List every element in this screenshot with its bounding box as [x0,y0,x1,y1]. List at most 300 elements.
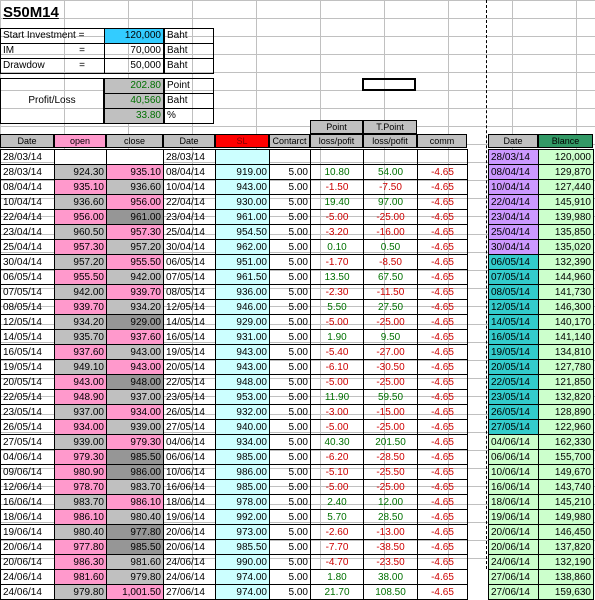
row-loss-profit[interactable]: -6.10 [311,360,364,375]
row-sl[interactable]: 931.00 [216,330,270,345]
row-date2[interactable]: 20/05/14 [164,360,216,375]
row-tpoint[interactable]: 12.00 [364,495,418,510]
row-date2[interactable]: 27/06/14 [164,585,216,600]
row-tpoint[interactable]: 28.50 [364,510,418,525]
row-open[interactable]: 939.70 [55,300,107,315]
row-close[interactable]: 943.00 [107,360,164,375]
row-tpoint[interactable]: -13.00 [364,525,418,540]
row-date2[interactable]: 04/06/14 [164,435,216,450]
row-comm[interactable]: -4.65 [418,465,468,480]
row-close[interactable]: 936.60 [107,180,164,195]
row-comm[interactable]: -4.65 [418,405,468,420]
row-open[interactable]: 937.60 [55,345,107,360]
row-date3[interactable]: 16/06/14 [489,480,539,495]
row-date3[interactable]: 20/06/14 [489,525,539,540]
row-date[interactable]: 25/04/14 [1,240,55,255]
row-contract[interactable]: 5.00 [270,555,311,570]
row-date2[interactable]: 19/05/14 [164,345,216,360]
row-comm[interactable]: -4.65 [418,315,468,330]
row-open[interactable]: 986.30 [55,555,107,570]
row-close[interactable]: 1,001.50 [107,585,164,600]
row-loss-profit[interactable]: -1.50 [311,180,364,195]
row-contract[interactable]: 5.00 [270,465,311,480]
row-comm[interactable]: -4.65 [418,480,468,495]
row-contract[interactable]: 5.00 [270,210,311,225]
row-contract[interactable]: 5.00 [270,585,311,600]
row-comm[interactable]: -4.65 [418,555,468,570]
row-date3[interactable]: 27/06/14 [489,570,539,585]
row-sl[interactable]: 974.00 [216,585,270,600]
row-date[interactable]: 30/04/14 [1,255,55,270]
row-close[interactable]: 961.00 [107,210,164,225]
row-date3[interactable]: 27/05/14 [489,420,539,435]
row-date2[interactable]: 23/05/14 [164,390,216,405]
row-contract[interactable]: 5.00 [270,300,311,315]
row-date3[interactable]: 19/05/14 [489,345,539,360]
row-comm[interactable]: -4.65 [418,180,468,195]
row-date3[interactable]: 14/05/14 [489,315,539,330]
row-comm[interactable]: -4.65 [418,570,468,585]
row-date[interactable]: 16/05/14 [1,345,55,360]
row-balance[interactable]: 141,140 [539,330,594,345]
row-comm[interactable]: -4.65 [418,495,468,510]
row-open[interactable]: 978.70 [55,480,107,495]
row-balance[interactable]: 145,910 [539,195,594,210]
profit-percent-value[interactable]: 33.80 [104,108,164,124]
row-loss-profit[interactable]: -1.70 [311,255,364,270]
row-contract[interactable]: 5.00 [270,270,311,285]
row-open[interactable]: 939.00 [55,435,107,450]
row-contract[interactable]: 5.00 [270,375,311,390]
row-date3[interactable]: 08/05/14 [489,285,539,300]
row-close[interactable]: 939.00 [107,420,164,435]
row-contract[interactable]: 5.00 [270,255,311,270]
row-open[interactable]: 948.90 [55,390,107,405]
row-open[interactable]: 957.20 [55,255,107,270]
row-close[interactable]: 985.50 [107,540,164,555]
row-comm[interactable]: -4.65 [418,360,468,375]
row-balance[interactable]: 135,020 [539,240,594,255]
row-loss-profit[interactable]: -5.10 [311,465,364,480]
row-open[interactable]: 934.20 [55,315,107,330]
row-date[interactable]: 10/04/14 [1,195,55,210]
row-tpoint[interactable]: 54.00 [364,165,418,180]
row-sl[interactable]: 948.00 [216,375,270,390]
row-open[interactable]: 934.00 [55,420,107,435]
row-close[interactable]: 942.00 [107,270,164,285]
row-date[interactable]: 20/05/14 [1,375,55,390]
row-date2[interactable]: 16/05/14 [164,330,216,345]
row-contract[interactable]: 5.00 [270,540,311,555]
row-tpoint[interactable]: 38.00 [364,570,418,585]
row-contract[interactable]: 5.00 [270,225,311,240]
row-sl[interactable]: 929.00 [216,315,270,330]
row-open[interactable]: 955.50 [55,270,107,285]
row-date2[interactable]: 12/05/14 [164,300,216,315]
row-loss-profit[interactable]: -5.00 [311,375,364,390]
row-date[interactable]: 24/06/14 [1,585,55,600]
start-investment-value[interactable]: 120,000 [104,28,164,44]
row-date2[interactable]: 28/03/14 [164,150,216,165]
row-tpoint[interactable]: -23.50 [364,555,418,570]
row-close[interactable]: 939.70 [107,285,164,300]
row-balance[interactable]: 129,870 [539,165,594,180]
row-date3[interactable]: 18/06/14 [489,495,539,510]
row-date2[interactable]: 24/06/14 [164,570,216,585]
row-date[interactable]: 12/05/14 [1,315,55,330]
row-date3[interactable]: 25/04/14 [489,225,539,240]
row-date3[interactable]: 26/05/14 [489,405,539,420]
row-date3[interactable]: 06/06/14 [489,450,539,465]
row-open[interactable]: 937.00 [55,405,107,420]
row-contract[interactable]: 5.00 [270,420,311,435]
row-open[interactable]: 957.30 [55,240,107,255]
row-sl[interactable]: 943.00 [216,180,270,195]
row-comm[interactable] [418,150,468,165]
row-sl[interactable]: 946.00 [216,300,270,315]
row-close[interactable] [107,150,164,165]
profit-baht-value[interactable]: 40,560 [104,93,164,109]
row-loss-profit[interactable]: 5.70 [311,510,364,525]
row-tpoint[interactable]: 0.50 [364,240,418,255]
row-date[interactable]: 20/06/14 [1,555,55,570]
row-tpoint[interactable]: -25.50 [364,465,418,480]
row-balance[interactable]: 135,850 [539,225,594,240]
row-loss-profit[interactable]: -4.70 [311,555,364,570]
row-date[interactable]: 28/03/14 [1,150,55,165]
row-date[interactable]: 23/05/14 [1,405,55,420]
row-open[interactable]: 960.50 [55,225,107,240]
row-sl[interactable]: 985.00 [216,450,270,465]
row-date2[interactable]: 22/05/14 [164,375,216,390]
row-balance[interactable]: 149,980 [539,510,594,525]
row-sl[interactable]: 992.00 [216,510,270,525]
row-close[interactable]: 955.50 [107,255,164,270]
row-close[interactable]: 929.00 [107,315,164,330]
row-close[interactable]: 979.80 [107,570,164,585]
row-contract[interactable]: 5.00 [270,390,311,405]
row-contract[interactable]: 5.00 [270,450,311,465]
row-contract[interactable]: 5.00 [270,165,311,180]
row-open[interactable]: 981.60 [55,570,107,585]
row-sl[interactable]: 930.00 [216,195,270,210]
selected-cell[interactable] [362,78,416,91]
row-open[interactable]: 986.10 [55,510,107,525]
row-date[interactable]: 18/06/14 [1,510,55,525]
row-tpoint[interactable]: 59.50 [364,390,418,405]
row-tpoint[interactable]: -25.00 [364,480,418,495]
row-tpoint[interactable]: -16.00 [364,225,418,240]
row-loss-profit[interactable]: -5.00 [311,420,364,435]
row-close[interactable]: 934.20 [107,300,164,315]
row-sl[interactable]: 961.00 [216,210,270,225]
row-close[interactable]: 979.30 [107,435,164,450]
row-close[interactable]: 935.10 [107,165,164,180]
profit-points-value[interactable]: 202.80 [104,78,164,94]
row-date2[interactable]: 06/05/14 [164,255,216,270]
row-date[interactable]: 07/05/14 [1,285,55,300]
row-contract[interactable] [270,150,311,165]
row-date3[interactable]: 23/04/14 [489,210,539,225]
row-comm[interactable]: -4.65 [418,375,468,390]
row-date2[interactable]: 20/06/14 [164,540,216,555]
row-date2[interactable]: 19/06/14 [164,510,216,525]
row-balance[interactable]: 155,700 [539,450,594,465]
row-date[interactable]: 16/06/14 [1,495,55,510]
row-date2[interactable]: 27/05/14 [164,420,216,435]
row-date[interactable]: 04/06/14 [1,450,55,465]
row-date3[interactable]: 23/05/14 [489,390,539,405]
row-close[interactable]: 977.80 [107,525,164,540]
row-date2[interactable]: 23/04/14 [164,210,216,225]
row-contract[interactable]: 5.00 [270,180,311,195]
row-sl[interactable]: 954.50 [216,225,270,240]
row-balance[interactable]: 139,980 [539,210,594,225]
row-loss-profit[interactable]: -2.30 [311,285,364,300]
row-date[interactable]: 06/05/14 [1,270,55,285]
row-loss-profit[interactable]: -6.20 [311,450,364,465]
row-date2[interactable]: 10/04/14 [164,180,216,195]
row-date2[interactable]: 26/05/14 [164,405,216,420]
row-sl[interactable]: 932.00 [216,405,270,420]
row-close[interactable]: 980.40 [107,510,164,525]
row-comm[interactable]: -4.65 [418,270,468,285]
row-loss-profit[interactable]: 19.40 [311,195,364,210]
row-balance[interactable]: 127,780 [539,360,594,375]
row-balance[interactable]: 140,170 [539,315,594,330]
row-close[interactable]: 934.00 [107,405,164,420]
row-loss-profit[interactable]: 0.10 [311,240,364,255]
row-open[interactable] [55,150,107,165]
row-date3[interactable]: 07/05/14 [489,270,539,285]
row-comm[interactable]: -4.65 [418,450,468,465]
row-balance[interactable]: 137,820 [539,540,594,555]
row-sl[interactable]: 973.00 [216,525,270,540]
row-tpoint[interactable]: -38.50 [364,540,418,555]
row-date[interactable]: 09/06/14 [1,465,55,480]
row-contract[interactable]: 5.00 [270,480,311,495]
row-comm[interactable]: -4.65 [418,420,468,435]
row-close[interactable]: 986.00 [107,465,164,480]
row-date2[interactable]: 22/04/14 [164,195,216,210]
row-date3[interactable]: 16/05/14 [489,330,539,345]
row-balance[interactable]: 146,450 [539,525,594,540]
row-date[interactable]: 14/05/14 [1,330,55,345]
row-contract[interactable]: 5.00 [270,405,311,420]
row-sl[interactable]: 986.00 [216,465,270,480]
row-tpoint[interactable]: 67.50 [364,270,418,285]
row-tpoint[interactable]: -25.00 [364,375,418,390]
row-close[interactable]: 937.00 [107,390,164,405]
row-balance[interactable]: 145,210 [539,495,594,510]
row-date3[interactable]: 10/06/14 [489,465,539,480]
row-comm[interactable]: -4.65 [418,285,468,300]
row-open[interactable]: 942.00 [55,285,107,300]
row-tpoint[interactable] [364,150,418,165]
row-open[interactable]: 980.90 [55,465,107,480]
row-date2[interactable]: 25/04/14 [164,225,216,240]
row-sl[interactable]: 943.00 [216,360,270,375]
row-sl[interactable]: 953.00 [216,390,270,405]
row-open[interactable]: 979.30 [55,450,107,465]
row-date2[interactable]: 16/06/14 [164,480,216,495]
row-loss-profit[interactable]: 1.80 [311,570,364,585]
row-date3[interactable]: 12/05/14 [489,300,539,315]
row-date[interactable]: 19/05/14 [1,360,55,375]
row-tpoint[interactable]: -25.00 [364,210,418,225]
row-sl[interactable]: 985.00 [216,480,270,495]
row-balance[interactable]: 132,820 [539,390,594,405]
row-close[interactable]: 981.60 [107,555,164,570]
row-loss-profit[interactable]: -5.40 [311,345,364,360]
row-loss-profit[interactable]: -5.00 [311,210,364,225]
row-date3[interactable]: 30/04/14 [489,240,539,255]
row-balance[interactable]: 149,670 [539,465,594,480]
drawdown-value[interactable]: 50,000 [104,58,164,74]
row-comm[interactable]: -4.65 [418,540,468,555]
row-date[interactable]: 22/05/14 [1,390,55,405]
row-date2[interactable]: 06/06/14 [164,450,216,465]
row-tpoint[interactable]: -30.50 [364,360,418,375]
row-close[interactable]: 948.00 [107,375,164,390]
row-balance[interactable]: 144,960 [539,270,594,285]
row-date3[interactable]: 08/04/14 [489,165,539,180]
row-open[interactable]: 924.30 [55,165,107,180]
row-balance[interactable]: 132,190 [539,555,594,570]
row-open[interactable]: 977.80 [55,540,107,555]
row-contract[interactable]: 5.00 [270,240,311,255]
row-loss-profit[interactable]: -2.60 [311,525,364,540]
row-tpoint[interactable]: 108.50 [364,585,418,600]
row-balance[interactable]: 120,000 [539,150,594,165]
row-balance[interactable]: 159,630 [539,585,594,600]
row-comm[interactable]: -4.65 [418,525,468,540]
row-comm[interactable]: -4.65 [418,510,468,525]
row-date[interactable]: 08/04/14 [1,180,55,195]
row-sl[interactable]: 978.00 [216,495,270,510]
row-open[interactable]: 956.00 [55,210,107,225]
row-contract[interactable]: 5.00 [270,195,311,210]
row-date2[interactable]: 08/04/14 [164,165,216,180]
row-open[interactable]: 935.70 [55,330,107,345]
row-close[interactable]: 985.50 [107,450,164,465]
row-sl[interactable]: 934.00 [216,435,270,450]
row-comm[interactable]: -4.65 [418,330,468,345]
im-value[interactable]: 70,000 [104,43,164,59]
row-close[interactable]: 983.70 [107,480,164,495]
row-sl[interactable]: 919.00 [216,165,270,180]
row-sl[interactable]: 936.00 [216,285,270,300]
row-loss-profit[interactable]: -3.20 [311,225,364,240]
row-contract[interactable]: 5.00 [270,570,311,585]
row-open[interactable]: 949.10 [55,360,107,375]
row-date[interactable]: 19/06/14 [1,525,55,540]
row-date[interactable]: 08/05/14 [1,300,55,315]
row-sl[interactable]: 974.00 [216,570,270,585]
row-contract[interactable]: 5.00 [270,525,311,540]
row-date3[interactable]: 19/06/14 [489,510,539,525]
row-close[interactable]: 957.20 [107,240,164,255]
row-balance[interactable]: 121,850 [539,375,594,390]
row-balance[interactable]: 162,330 [539,435,594,450]
row-open[interactable]: 935.10 [55,180,107,195]
row-date[interactable]: 23/04/14 [1,225,55,240]
row-date2[interactable]: 08/05/14 [164,285,216,300]
row-balance[interactable]: 146,300 [539,300,594,315]
row-tpoint[interactable]: -15.00 [364,405,418,420]
row-tpoint[interactable]: -27.00 [364,345,418,360]
row-date2[interactable]: 10/06/14 [164,465,216,480]
row-open[interactable]: 979.80 [55,585,107,600]
row-contract[interactable]: 5.00 [270,315,311,330]
row-loss-profit[interactable]: 13.50 [311,270,364,285]
row-date[interactable]: 28/03/14 [1,165,55,180]
row-date2[interactable]: 18/06/14 [164,495,216,510]
row-date2[interactable]: 20/06/14 [164,525,216,540]
row-sl[interactable] [216,150,270,165]
row-date3[interactable]: 04/06/14 [489,435,539,450]
row-date[interactable]: 24/06/14 [1,570,55,585]
row-date2[interactable]: 14/05/14 [164,315,216,330]
row-loss-profit[interactable]: -7.70 [311,540,364,555]
row-comm[interactable]: -4.65 [418,435,468,450]
row-balance[interactable]: 143,740 [539,480,594,495]
row-tpoint[interactable]: 9.50 [364,330,418,345]
row-sl[interactable]: 943.00 [216,345,270,360]
row-date3[interactable]: 20/06/14 [489,540,539,555]
row-date3[interactable]: 27/06/14 [489,585,539,600]
row-comm[interactable]: -4.65 [418,240,468,255]
row-date3[interactable]: 28/03/14 [489,150,539,165]
row-close[interactable]: 943.00 [107,345,164,360]
row-contract[interactable]: 5.00 [270,510,311,525]
row-comm[interactable]: -4.65 [418,255,468,270]
row-date[interactable]: 12/06/14 [1,480,55,495]
row-loss-profit[interactable]: 2.40 [311,495,364,510]
row-balance[interactable]: 132,390 [539,255,594,270]
row-date3[interactable]: 22/05/14 [489,375,539,390]
row-close[interactable]: 937.60 [107,330,164,345]
row-open[interactable]: 936.60 [55,195,107,210]
row-sl[interactable]: 940.00 [216,420,270,435]
row-date[interactable]: 26/05/14 [1,420,55,435]
row-comm[interactable]: -4.65 [418,300,468,315]
row-balance[interactable]: 122,960 [539,420,594,435]
row-comm[interactable]: -4.65 [418,585,468,600]
row-close[interactable]: 986.10 [107,495,164,510]
row-contract[interactable]: 5.00 [270,285,311,300]
row-close[interactable]: 957.30 [107,225,164,240]
row-loss-profit[interactable]: 21.70 [311,585,364,600]
row-contract[interactable]: 5.00 [270,330,311,345]
row-date[interactable]: 22/04/14 [1,210,55,225]
row-date3[interactable]: 20/05/14 [489,360,539,375]
row-loss-profit[interactable]: 40.30 [311,435,364,450]
row-loss-profit[interactable]: -3.00 [311,405,364,420]
row-date2[interactable]: 30/04/14 [164,240,216,255]
row-loss-profit[interactable]: 11.90 [311,390,364,405]
row-tpoint[interactable]: -7.50 [364,180,418,195]
row-loss-profit[interactable]: 10.80 [311,165,364,180]
row-tpoint[interactable]: -25.00 [364,420,418,435]
row-comm[interactable]: -4.65 [418,195,468,210]
row-date3[interactable]: 22/04/14 [489,195,539,210]
row-sl[interactable]: 985.50 [216,540,270,555]
row-open[interactable]: 980.40 [55,525,107,540]
row-open[interactable]: 983.70 [55,495,107,510]
row-balance[interactable]: 127,440 [539,180,594,195]
row-date[interactable]: 20/06/14 [1,540,55,555]
